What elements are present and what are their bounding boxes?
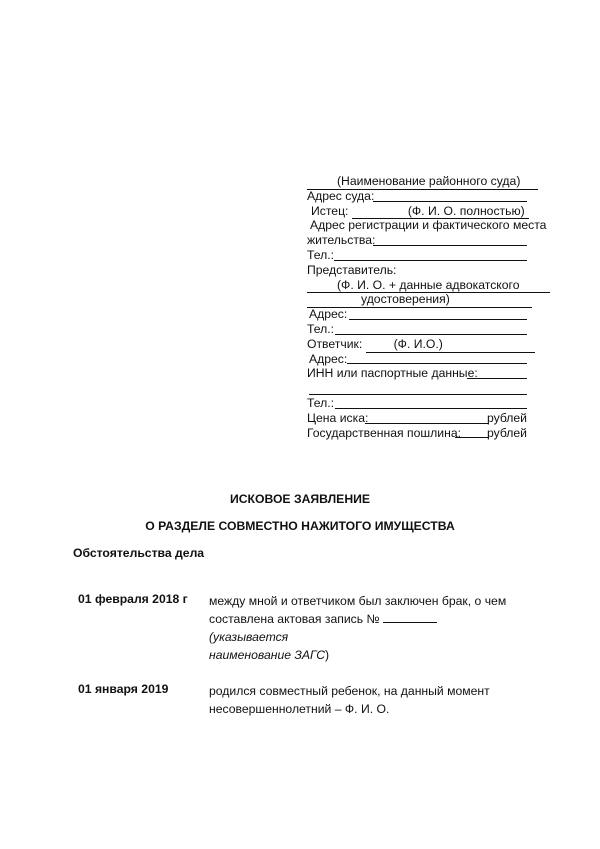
registration-line-2: [307, 233, 529, 248]
phone-blank-3: [335, 408, 527, 409]
defendant-address-blank: [347, 363, 527, 364]
representative-placeholder-line-2: [307, 292, 529, 307]
event-2-line-2: несовершеннолетний – Ф. И. О.: [209, 702, 390, 716]
claim-price-unit: рублей: [486, 410, 527, 425]
court-name: (Наименование районного суда): [307, 174, 538, 190]
phone-line-1: [307, 248, 529, 263]
address-line: [307, 307, 529, 322]
representative-placeholder-2: удостоверения): [307, 292, 532, 308]
inn-blank: [467, 378, 527, 379]
event-1-record-blank: [383, 611, 437, 623]
court-header-block: [307, 174, 547, 440]
defendant-label: Ответчик:: [307, 336, 363, 351]
inn-label: ИНН или паспортные данные:: [307, 366, 478, 381]
registration-blank: [373, 245, 527, 246]
state-fee-label: Государственная пошлина:: [307, 425, 461, 440]
event-1-line-3-end: ): [325, 648, 330, 662]
court-name-line: [307, 174, 529, 189]
event-desc-1: [209, 592, 509, 664]
event-1-record-label: составлена актовая запись №: [209, 612, 380, 626]
court-address-label: Адрес суда:: [307, 188, 375, 203]
claim-price-label: Цена иска:: [307, 410, 369, 425]
court-address-line: [307, 189, 529, 204]
document-subtitle: О РАЗДЕЛЕ СОВМЕСТНО НАЖИТОГО ИМУЩЕСТВА: [145, 519, 455, 533]
phone-line-2: [307, 322, 529, 337]
claim-price-line: [307, 411, 529, 426]
phone-line-3: [307, 396, 529, 411]
state-fee-unit: рублей: [486, 425, 527, 440]
event-1-line-3: [209, 646, 509, 664]
defendant-placeholder: (Ф. И.О.): [366, 337, 535, 353]
plaintiff-placeholder: (Ф. И. О. полностью): [352, 204, 529, 220]
representative-placeholder-1: (Ф. И. О. + данные адвокатского: [307, 278, 550, 294]
phone-blank-2: [335, 334, 527, 335]
inn-continuation-line: [307, 381, 529, 396]
representative-label-line: [307, 263, 529, 278]
section-heading: Обстоятельства дела: [73, 546, 205, 560]
address-label: Адрес:: [309, 307, 348, 322]
event-1-italic-note: (указывается: [209, 630, 289, 644]
phone-blank-1: [334, 260, 527, 261]
plaintiff-label: Истец:: [311, 203, 349, 218]
event-date-2: 01 января 2019: [78, 682, 169, 696]
document-title: ИСКОВОЕ ЗАЯВЛЕНИЕ: [229, 492, 371, 506]
state-fee-blank: [455, 437, 489, 438]
registration-label-1: Адрес регистрации и фактического места: [310, 218, 547, 233]
defendant-address-line: [307, 352, 529, 367]
event-1-italic-note-2: наименование ЗАГС: [209, 648, 326, 662]
event-2-line-1: родился совместный ребенок, на данный момент: [209, 684, 490, 698]
registration-line-1: [307, 218, 547, 233]
defendant-line: [307, 337, 529, 352]
defendant-address-label: Адрес:: [309, 351, 348, 366]
address-blank: [349, 319, 527, 320]
claim-price-blank: [365, 423, 489, 424]
plaintiff-line: [307, 204, 529, 219]
event-1-line-2: [209, 610, 509, 646]
registration-label-2: жительства:: [307, 233, 376, 248]
inn-continuation-blank: [309, 394, 527, 395]
representative-placeholder-line-1: [307, 278, 529, 293]
phone-label-3: Тел.:: [307, 395, 335, 410]
inn-line: [307, 366, 529, 381]
event-desc-2: [209, 682, 509, 718]
representative-label: Представитель:: [307, 262, 397, 277]
state-fee-line: [307, 426, 529, 441]
event-date-1: 01 февраля 2018 г: [78, 592, 188, 606]
event-1-line-1: между мной и ответчиком был заключен брак, о чем: [209, 594, 507, 608]
phone-label-1: Тел.:: [307, 247, 335, 262]
phone-label-2: Тел.:: [307, 321, 335, 336]
court-address-blank: [373, 201, 527, 202]
